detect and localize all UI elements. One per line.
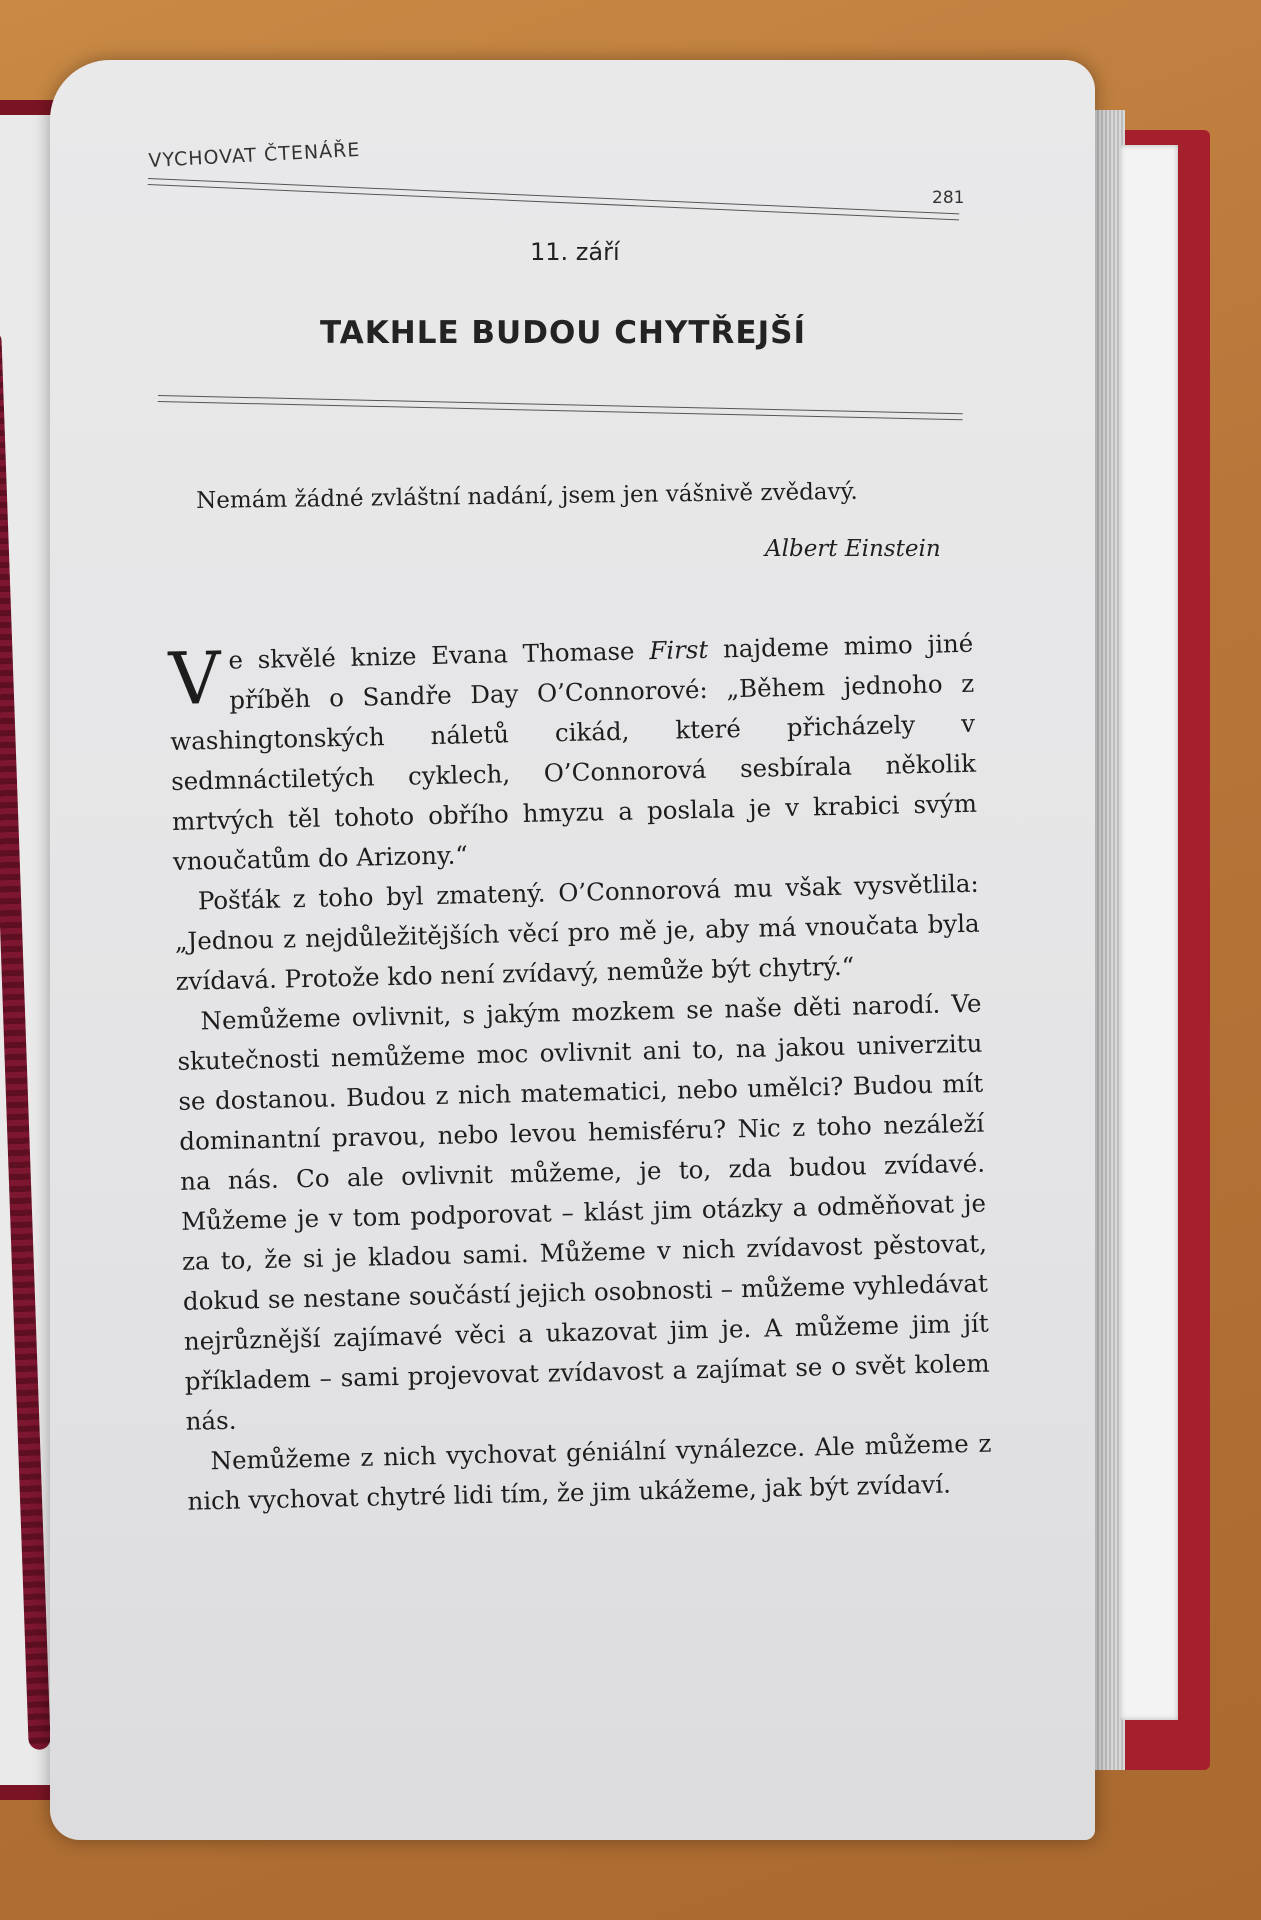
paragraph-3: Nemůžeme ovlivnit, s jakým mozkem se naše děti narodí. Ve skutečnosti nemůžeme moc ovlivnit ani to, na jakou univerzitu se dostanou. Budou z nich matematici, nebo umělci? Budou mít dominantní pravou, nebo levou hemisféru? Nic z toho nezáleží na nás. Co ale ovlivnit můžeme, je to, zda budou zvídavé. Můžeme je v tom podporovat – klást jim otázky a odměňovat je za to, že si je kladou sami. Můžeme v nich zvídavost pěstovat, dokud se nestane součástí jejich osobnosti – můžeme vyhledávat nejrůznější zajímavé věci a ukazovat jim je. A můžeme jim jít příkladem – sami projevovat zvídavost a zajímat se o svět kolem nás. xyxy=(177,988,990,1436)
paragraph-1-text-b: najdeme mimo jiné příběh o Sandře Day O’Connorové: „Během jednoho z washingtonských náletů cikád, které přicházely v sedmnáctiletých cyklech, O’Connorová sesbírala několik mrtvých těl tohoto obřího hmyzu a poslala je v krabici svým vnoučatům do Arizony.“ xyxy=(169,628,978,876)
chapter-date: 11. září xyxy=(530,238,620,266)
paragraph-2: Pošťák z toho byl zmatený. O’Connorová mu však vysvětlila: „Jednou z nejdůležitějších věcí pro mě je, aby má vnoučata byla zvídavá. Protože kdo není zvídavý, nemůže být chytrý.“ xyxy=(174,868,980,996)
book-title-italic: First xyxy=(648,634,709,666)
epigraph-author: Albert Einstein xyxy=(765,536,941,562)
page-number: 281 xyxy=(932,188,965,208)
paragraph-1-text-a: e skvělé knize Evana Thomase xyxy=(228,636,650,675)
paragraph-1 xyxy=(168,624,978,882)
paragraph-4: Nemůžeme z nich vychovat géniální vynálezce. Ale můžeme z nich vychovat chytré lidi tím, že jim ukážeme, jak být zvídaví. xyxy=(187,1428,992,1516)
epigraph-quote: Nemám žádné zvláštní nadání, jsem jen vášnivě zvědavý. xyxy=(196,478,858,514)
drop-cap: V xyxy=(167,635,222,721)
chapter-title: TAKHLE BUDOU CHYTŘEJŠÍ xyxy=(320,315,807,351)
running-head: VYCHOVAT ČTENÁŘE xyxy=(148,138,361,172)
body-text xyxy=(168,624,993,1522)
page-edge-white xyxy=(1120,145,1178,1720)
